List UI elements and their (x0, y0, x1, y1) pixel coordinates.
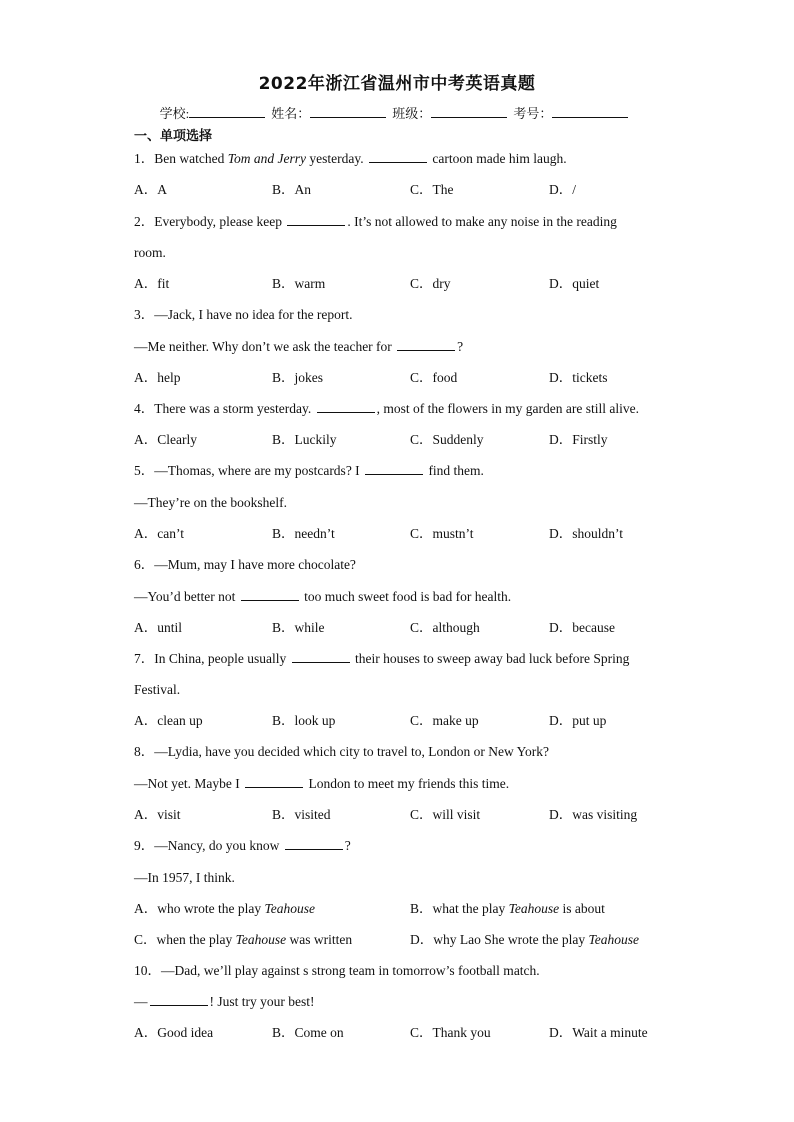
option-text: B．what the play (410, 901, 509, 916)
option-d[interactable]: D．shouldn’t (549, 526, 624, 541)
stem-text: In China, people usually (154, 651, 290, 666)
question-3-stem-cont (134, 337, 463, 357)
question-number: 4． (134, 401, 155, 416)
option-a[interactable]: A．A (134, 182, 167, 197)
stem-text: —You’d better not (134, 589, 239, 604)
question-5-stem-cont: —They’re on the bookshelf. (134, 495, 287, 510)
option-a[interactable]: A．until (134, 620, 183, 635)
answer-blank[interactable] (365, 461, 423, 475)
option-d[interactable]: D．Firstly (549, 432, 608, 447)
option-c[interactable]: C．mustn’t (410, 526, 474, 541)
question-6-stem-cont (134, 587, 511, 607)
class-blank[interactable] (431, 105, 507, 118)
option-d[interactable]: D．put up (549, 713, 607, 728)
question-7-stem (134, 649, 629, 669)
question-2-stem (134, 212, 617, 232)
question-9-stem-cont: —In 1957, I think. (134, 870, 235, 885)
stem-text: their houses to sweep away bad luck before Spring (351, 651, 630, 666)
question-8-stem (134, 742, 549, 762)
number-blank[interactable] (552, 105, 628, 118)
answer-blank[interactable] (241, 587, 299, 601)
stem-text: —Thomas, where are my postcards? I (154, 463, 364, 478)
option-b[interactable] (410, 899, 605, 919)
number-label: 考号： (513, 106, 553, 121)
name-blank[interactable] (310, 105, 386, 118)
option-b[interactable]: B．Luckily (272, 432, 337, 447)
option-d[interactable]: D．tickets (549, 370, 608, 385)
question-number: 5． (134, 463, 155, 478)
option-a[interactable]: A．clean up (134, 713, 203, 728)
option-italic: Teahouse (588, 932, 639, 947)
question-1-stem (134, 149, 567, 169)
question-number: 2． (134, 214, 155, 229)
option-text: D．why Lao She wrote the play (410, 932, 589, 947)
school-label: 学校: (159, 106, 190, 121)
stem-text: —Dad, we’ll play against s strong team in tomorrow’s football match. (161, 963, 540, 978)
option-d[interactable]: D．Wait a minute (549, 1025, 648, 1040)
answer-blank[interactable] (150, 992, 208, 1006)
option-b[interactable]: B．warm (272, 276, 326, 291)
answer-blank[interactable] (317, 399, 375, 413)
student-info-row (0, 103, 794, 122)
option-text: is about (559, 901, 605, 916)
option-a[interactable]: A．Clearly (134, 432, 197, 447)
answer-blank[interactable] (397, 337, 455, 351)
stem-text: — (134, 994, 148, 1009)
option-a[interactable]: A．fit (134, 276, 170, 291)
page-title: 2022年浙江省温州市中考英语真题 (258, 74, 536, 94)
option-a[interactable]: A．visit (134, 807, 181, 822)
question-number: 3． (134, 307, 155, 322)
question-2-stem-cont: room. (134, 245, 166, 260)
answer-blank[interactable] (285, 836, 343, 850)
option-d[interactable]: D．quiet (549, 276, 600, 291)
stem-text: . It’s not allowed to make any noise in the reading (347, 214, 617, 229)
question-4-stem (134, 399, 639, 419)
answer-blank[interactable] (245, 774, 303, 788)
option-italic: Teahouse (264, 901, 315, 916)
stem-text: —Nancy, do you know (154, 838, 283, 853)
option-b[interactable]: B．look up (272, 713, 336, 728)
question-3-stem (134, 305, 353, 325)
stem-text: —Not yet. Maybe I (134, 776, 244, 791)
option-c[interactable]: C．will visit (410, 807, 481, 822)
option-c[interactable]: C．Suddenly (410, 432, 484, 447)
stem-text: Ben watched (154, 151, 228, 166)
answer-blank[interactable] (369, 149, 427, 163)
stem-text: , most of the flowers in my garden are still alive. (376, 401, 639, 416)
question-number: 6． (134, 557, 155, 572)
stem-text: yesterday. (306, 151, 367, 166)
stem-italic: Tom and Jerry (227, 151, 306, 166)
option-a[interactable] (134, 899, 315, 919)
question-5-stem (134, 461, 484, 481)
answer-blank[interactable] (287, 212, 345, 226)
stem-text: find them. (425, 463, 484, 478)
stem-text: —Me neither. Why don’t we ask the teacher for (134, 339, 396, 354)
option-italic: Teahouse (235, 932, 287, 947)
option-d[interactable]: D．because (549, 620, 615, 635)
option-c[interactable]: C．dry (410, 276, 451, 291)
stem-text: too much sweet food is bad for health. (300, 589, 512, 604)
option-c[interactable]: C．The (410, 182, 454, 197)
option-c[interactable]: C．make up (410, 713, 479, 728)
option-a[interactable]: A．help (134, 370, 181, 385)
option-text: A．who wrote the play (134, 901, 265, 916)
option-c[interactable]: C．although (410, 620, 480, 635)
option-a[interactable]: A．can’t (134, 526, 184, 541)
stem-text: cartoon made him laugh. (428, 151, 567, 166)
question-7-stem-cont: Festival. (134, 682, 181, 697)
option-c[interactable] (134, 930, 352, 950)
name-label: 姓名： (271, 106, 311, 121)
option-b[interactable]: B．while (272, 620, 325, 635)
stem-text: —Mum, may I have more chocolate? (154, 557, 356, 572)
option-a[interactable]: A．Good idea (134, 1025, 214, 1040)
option-italic: Teahouse (508, 901, 560, 916)
question-number: 8． (134, 744, 155, 759)
question-8-stem-cont (134, 774, 509, 794)
option-text: C．when the play (134, 932, 236, 947)
option-c[interactable]: C．food (410, 370, 458, 385)
section-title: 一、单项选择 (134, 129, 213, 144)
option-b[interactable]: B．jokes (272, 370, 324, 385)
option-b[interactable]: B．Come on (272, 1025, 344, 1040)
question-number: 10． (134, 963, 161, 978)
stem-text: —Jack, I have no idea for the report. (154, 307, 353, 322)
stem-text: There was a storm yesterday. (154, 401, 315, 416)
stem-text: —Lydia, have you decided which city to travel to, London or New York? (154, 744, 550, 759)
answer-blank[interactable] (292, 649, 350, 663)
option-b[interactable]: B．needn’t (272, 526, 335, 541)
option-c[interactable]: C．Thank you (410, 1025, 491, 1040)
question-number: 7． (134, 651, 155, 666)
option-text: was written (286, 932, 353, 947)
stem-text: ! Just try your best! (209, 994, 315, 1009)
option-d[interactable]: D．/ (549, 182, 576, 197)
option-d[interactable] (410, 930, 639, 950)
stem-text: Everybody, please keep (154, 214, 286, 229)
question-10-stem-cont (134, 992, 315, 1012)
option-b[interactable]: B．visited (272, 807, 331, 822)
question-number: 9． (134, 838, 155, 853)
stem-text: London to meet my friends this time. (305, 776, 510, 791)
question-6-stem (134, 555, 356, 575)
question-number: 1． (134, 151, 155, 166)
school-blank[interactable] (189, 105, 265, 118)
stem-text: ? (344, 838, 351, 853)
option-d[interactable]: D．was visiting (549, 807, 638, 822)
class-label: 班级： (392, 106, 432, 121)
option-b[interactable]: B．An (272, 182, 312, 197)
question-10-stem (134, 961, 540, 981)
question-9-stem (134, 836, 351, 856)
stem-text: ? (457, 339, 464, 354)
